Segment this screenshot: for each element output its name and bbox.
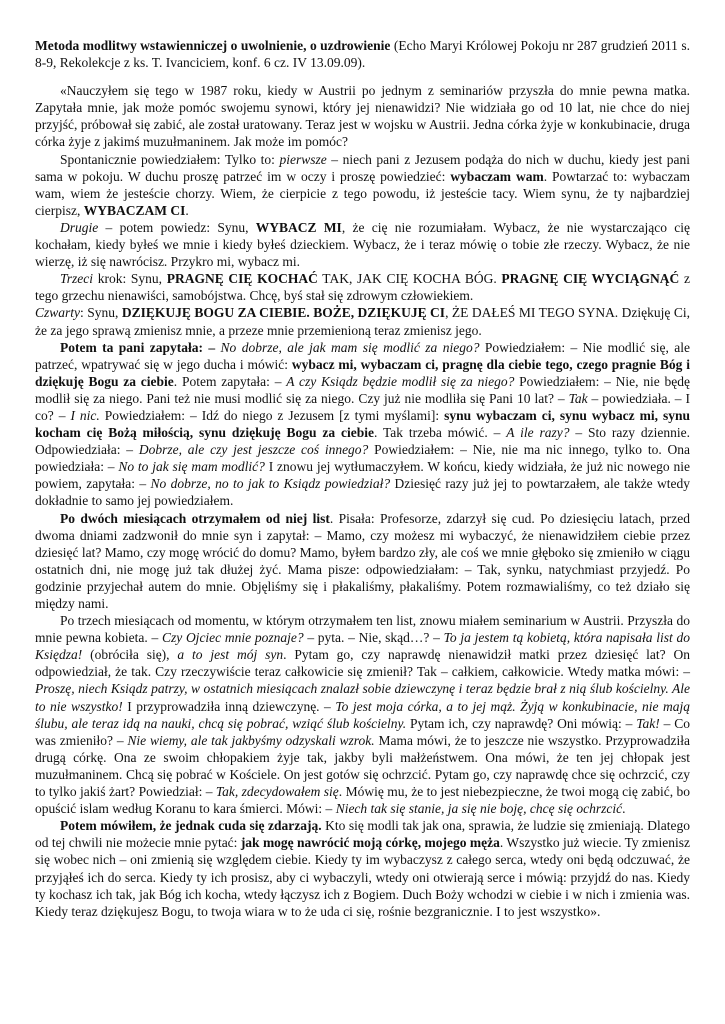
text-run: To ja jestem tą kobietą, która napisała list do Księdza! — [35, 630, 690, 663]
text-run: wybacz mi, wybaczam ci, pragnę dla ciebie tego, czego pragnie Bóg i dziękuję Bogu za ciebie — [35, 356, 691, 389]
text-run: Kto się modli tak jak ona, sprawia, że ludzie się zmieniają. Dlatego od tej chwili nie możecie mnie pytać: — [35, 818, 690, 851]
text-run: . Powtarzać to: wybaczam wam, wiem że jesteście chorzy. Wiem, że cierpicie z tego powodu, iż jesteście tacy. Wiem synu, że ty najbardziej cierpisz, — [35, 168, 690, 218]
text-run: . Wszystko już wiecie. Ty zmienisz się wobec nich – oni zmienią się względem ciebie. Kiedy ty im wybaczysz z całego serca, wtedy oni będą odczuwać, że przyjąłeś ich do serca. Kiedy ty ich prosisz, aby ci wybaczyli, wtedy oni otwierają serce i mówią: przyjdź do nas. Kiedy ty kochasz ich tak, jak Bóg ich kocha, wtedy łączysz ich z Bogiem. Duch Boży wchodzi w ciebie i w nich i zmienia was. Kiedy teraz dziękujesz Bogu, to twoja wiara w to że uda ci się, rośnie bezgranicznie. I to jest wszystko». — [35, 835, 690, 919]
text-run: . Tak trzeba mówić. – — [373, 425, 507, 441]
text-run: pierwsze — [279, 151, 327, 167]
text-run: . Pytam go, czy naprawdę nienawidził matki przez dziesięć lat? On odpowiedział, że tak. Czy rzeczywiście teraz całkowicie się zmienił? Tak – całkiem, całkowicie. Wtedy matka mówi: – — [35, 647, 691, 680]
text-run: z tego grzechu nienawiści, samobójstwa. Chcę, byś stał się zdrowym człowiekiem. — [35, 271, 690, 304]
text-run: . Potem zapytała: – — [173, 373, 287, 389]
text-run: . Pisała: Profesorze, zdarzył się cud. Po dziesięciu latach, przed dwoma dniami zadzwonił do mnie syn i zapytał: – Mamo, czy możesz mi wybaczyć, że nienawidziłem ciebie przez dziesięć lat? Mamo, czy mogę wrócić do domu? Mamo, byłem bardzo zły, ale coś we mnie głęboko się zmieniło w ciągu ostatnich dni, nie mogę już tak dłużej żyć. Mama pisze: odpowiedziałam: – Tak, synku, natychmiast przyjedź. Po godzinie przyjechał autem do mnie. Objęliśmy się i płakaliśmy, płakaliśmy. Potem rozmawialiśmy, co też działo się między nami. — [35, 510, 690, 611]
text-run: WYBACZAM CI — [83, 202, 186, 218]
document-source: (Echo Maryi Królowej Pokoju nr 287 grudzień 2011 s. 8-9, Rekolekcje z ks. T. Ivanciciem, konf. 6 cz. IV 13.09.09). — [35, 38, 691, 71]
document-header — [35, 37, 690, 71]
text-run: – pyta. – Nie, skąd…? – — [303, 630, 444, 646]
text-run: . Mówię mu, że to jest niebezpieczne, że twoi mogą cię zabić, bo opuścić islam według Koranu to kara śmierci. Mówi: – — [35, 784, 690, 817]
paragraph-letter — [35, 510, 690, 613]
document-page — [35, 37, 690, 920]
paragraph-seminar — [35, 612, 690, 817]
paragraph-intro: «Nauczyłem się tego w 1987 roku, kiedy w Austrii po jednym z seminariów przyszła do mnie pewna matka. Zapytała mnie, jak może pomóc swojemu synowi, który jej nienawidzi? Nie widziała go od 10 lat, nie chce do niej przyjść, próbował się zabić, ale został uratowany. Teraz jest w wojsku w Austrii. Jedna córka żyje w konkubinacie, druga córka żyje z jakimś muzułmaninem. Jak może im pomóc? — [35, 83, 690, 150]
paragraph-conclusion — [35, 817, 690, 920]
text-run: a to jest mój syn — [177, 647, 284, 663]
text-run: Tak — [568, 390, 588, 406]
text-run: PRAGNĘ CIĘ KOCHAĆ — [166, 271, 318, 287]
text-run: DZIĘKUJĘ BOGU ZA CIEBIE. BOŻE, DZIĘKUJĘ CI — [121, 305, 446, 321]
paragraph-fourth-step — [35, 304, 690, 338]
text-run: Powiedziałem: – Nie, nie ma nic innego, tylko to. Ona powiedziała: – — [35, 442, 690, 475]
text-run: – Sto razy dziennie. Odpowiedziała: – — [35, 425, 691, 458]
text-run: Potem ta pani zapytała: – — [60, 339, 221, 355]
text-run: Trzeci — [60, 271, 94, 287]
text-run: Czy Ojciec mnie poznaje? — [161, 630, 304, 646]
text-run: To jest moja córka, a to jej mąż. Żyją w konkubinacie, nie mają ślubu, ale teraz idą na nauki, chcą się pobrać, wziąć ślub kościelny. — [35, 698, 690, 731]
text-run: , że cię nie rozumiałam. Wybacz, że nie wystarczająco cię kochałam, kiedy byłeś we mnie i kiedy byłeś dzieckiem. Wybacz, że i teraz mówię o tobie złe rzeczy. Wybacz, że nie wierzę, iż się nawrócisz. Przykro mi, wybacz mi. — [35, 219, 690, 270]
text-run: PRAGNĘ CIĘ WYCIĄGNĄĆ — [501, 271, 680, 287]
text-run: , ŻE DAŁEŚ MI TEGO SYNA. Dziękuję Ci, że za jego sprawą zmienisz mnie, a przeze mnie przemienioną teraz zmienisz jego. — [35, 305, 690, 338]
text-run: synu wybaczam ci, synu wybacz mi, synu kocham cię Bożą miłością, synu dziękuję Bogu za ciebie — [35, 407, 690, 441]
paragraph-question — [35, 339, 690, 510]
text-run: No dobrze, ale jak mam się modlić za niego? — [220, 339, 480, 355]
text-run: – powiedziała. – I co? – — [35, 390, 690, 423]
text-run: Nie wiemy, ale tak jakbyśmy odzyskali wzrok. — [127, 732, 375, 748]
document-title: Metoda modlitwy wstawienniczej o uwolnienie, o uzdrowienie — [35, 38, 391, 53]
text-run: Pytam ich, czy naprawdę? Oni mówią: – — [406, 715, 637, 731]
text-run: Powiedziałem: – Nie modlić się, ale patrzeć, wpatrywać się w jego ducha i mówić: — [35, 339, 690, 372]
paragraph-second-step — [35, 219, 690, 270]
text-run: No to jak się mam modlić? — [118, 459, 265, 475]
text-run: I znowu jej wytłumaczyłem. W końcu, kiedy widziała, że już nic nowego nie powiem, zapytała: – — [35, 459, 690, 492]
text-run: A ile razy? — [506, 425, 570, 441]
text-run: Spontanicznie powiedziałem: Tylko to: — [60, 151, 280, 167]
text-run: Po trzech miesiącach od momentu, w którym otrzymałem ten list, znowu miałem seminarium w Austrii. Przyszła do mnie pewna kobieta. – — [35, 613, 690, 646]
text-run: – Co was zmieniło? – — [35, 715, 690, 748]
text-run: Czwarty — [35, 305, 81, 321]
paragraph-third-step — [35, 270, 690, 304]
text-run: A czy Ksiądz będzie modlił się za niego? — [286, 373, 515, 389]
text-run: wybaczam wam — [450, 168, 544, 184]
paragraph-first-step — [35, 151, 690, 219]
text-run: Dziesięć razy już jej to powtarzałem, ale także wtedy dokładnie to samo jej powiedziałem. — [35, 476, 691, 509]
text-run: Powiedziałem: – Idź do niego z Jezusem [z tymi myślami]: — [99, 407, 445, 423]
text-run: Powiedziałem: – Nie, nie będę modlił się za niego. Pani też nie musi modlić się za niego. Czy już nie modliła się Pani 10 lat? – — [35, 373, 690, 406]
text-run: – niech pani z Jezusem podąża do nich w duchu, kiedy jest pani sama w pokoju. W duchu proszę patrzeć im w oczy i proszę powiedzieć: — [35, 151, 690, 184]
text-run: Tak! — [636, 715, 660, 731]
text-run: . — [622, 801, 626, 817]
text-run: . — [185, 202, 189, 218]
text-run: TAK, JAK CIĘ KOCHA BÓG. — [317, 271, 502, 287]
text-run: Niech tak się stanie, ja się nie boję, chcę się ochrzcić — [335, 801, 623, 817]
text-run: : Synu, — [80, 305, 122, 321]
text-run: No dobrze, no to jak to Ksiądz powiedział? — [150, 476, 391, 492]
text-run: Drugie — [60, 219, 99, 235]
text-run: (obróciła się), — [82, 647, 178, 663]
text-run: krok: Synu, — [93, 271, 167, 287]
text-run: Dobrze, ale czy jest jeszcze coś innego? — [138, 442, 369, 458]
text-run: Tak, zdecydowałem się — [215, 784, 339, 800]
text-run: WYBACZ MI — [255, 219, 342, 235]
text-run: Proszę, niech Ksiądz patrzy, w ostatnich miesiącach znalazł sobie dziewczynę i teraz będzie brał z nią ślub kościelny. Ale to nie wszystko! — [35, 681, 690, 714]
text-run: Po dwóch miesiącach otrzymałem od niej list — [60, 510, 330, 526]
text-run: – potem powiedz: Synu, — [98, 219, 256, 235]
text-run: I nic. — [70, 407, 100, 423]
text-run: Potem mówiłem, że jednak cuda się zdarzają. — [60, 818, 322, 834]
text-run: jak mogę nawrócić moją córkę, mojego męża — [240, 835, 500, 851]
text-run: Mama mówi, że to jeszcze nie wszystko. Przyprowadziła drugą córkę. Ona ze swoim chłopakiem żyje tak, jakby byli małżeństwem. Ona mówi, że ten jej chłopak jest muzułmaninem. Chcą się pobrać w Kościele. On jest gotów się ochrzcić. Pytam go, czy naprawdę chce się ochrzcić, czy to tylko jakiś żart? Powiedział: – — [35, 732, 690, 800]
text-run: I przyprowadziła inną dziewczynę. – — [122, 698, 336, 714]
